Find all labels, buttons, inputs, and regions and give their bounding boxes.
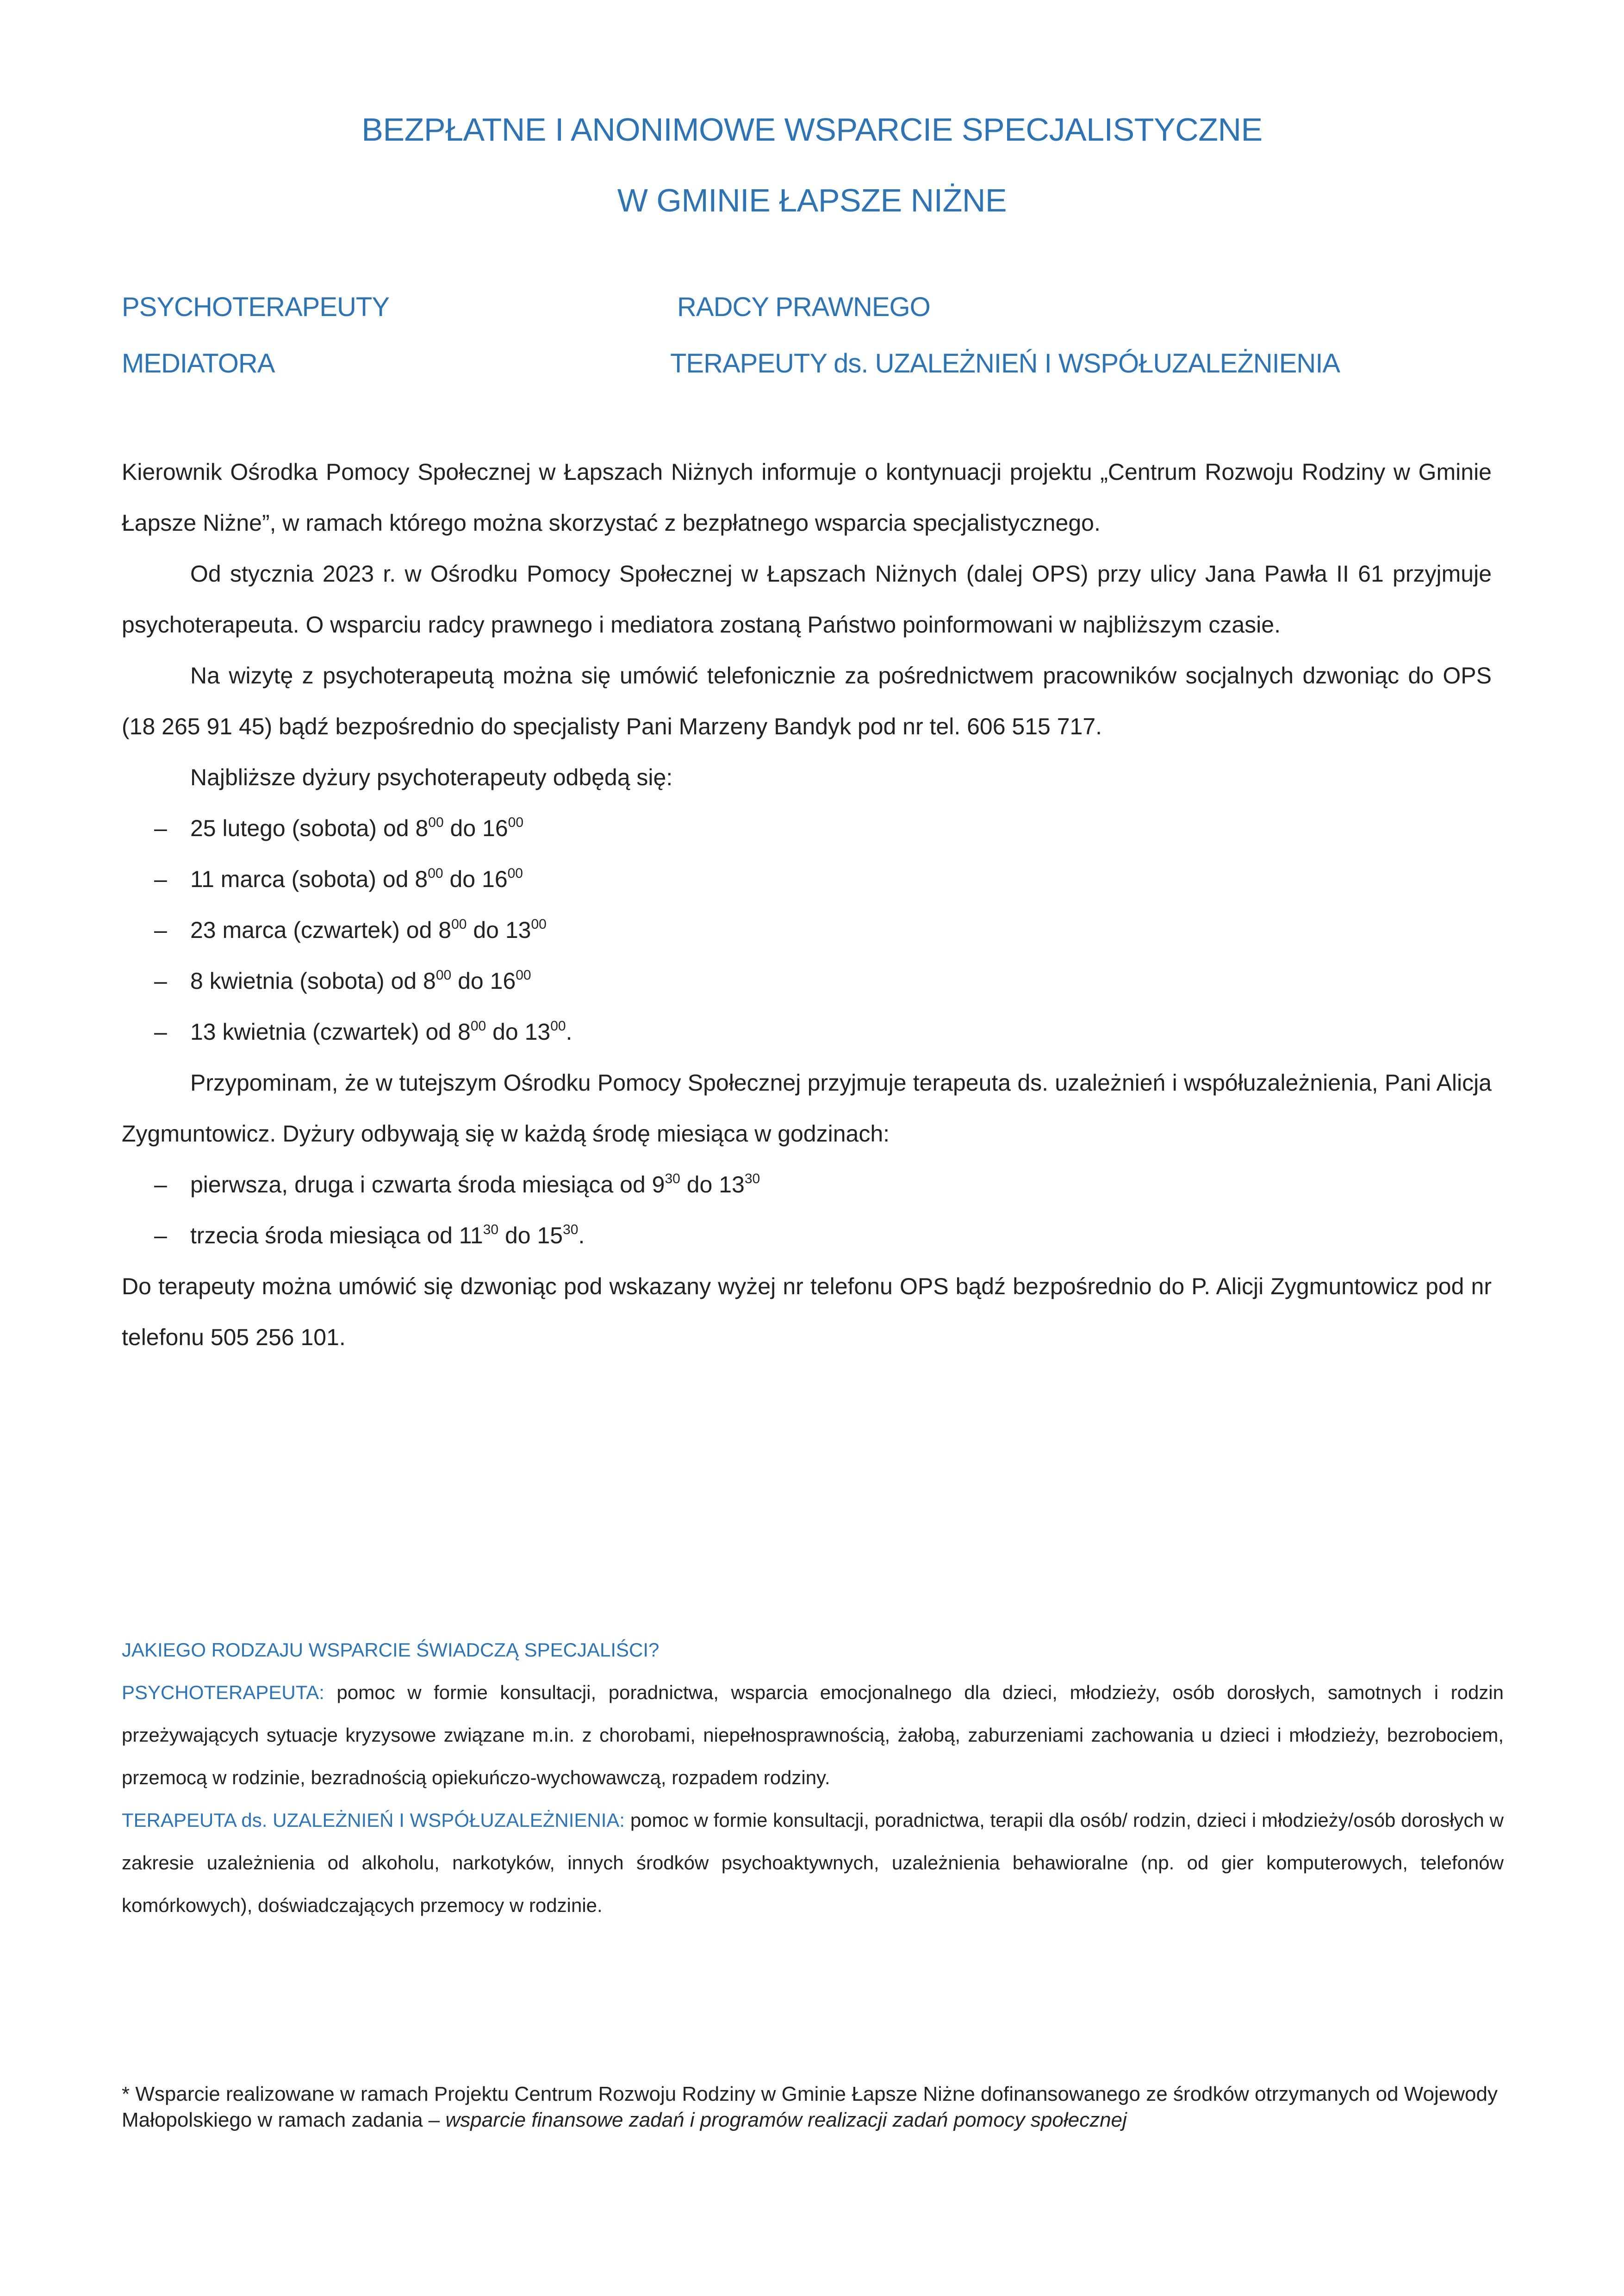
footnote <box>122 2081 1504 2133</box>
location-paragraph: Od stycznia 2023 r. w Ośrodku Pomocy Społecznej w Łapszach Niżnych (dalej OPS) przy ulicy Jana Pawła II 61 przyjmuje psychoterapeuta. O wsparciu radcy prawnego i mediatora zostaną Państwo poinformowani w najbliższym czasie. <box>122 561 1492 638</box>
document-title-line1: BEZPŁATNE I ANONIMOWE WSPARCIE SPECJALISTYCZNE <box>361 112 1263 148</box>
addiction-therapist-paragraph: Przypominam, że w tutejszym Ośrodku Pomocy Społecznej przyjmuje terapeuta ds. uzależnień i współuzależnienia, Pani Alicja Zygmuntowicz. Dyżury odbywają się w każdą środę miesiąca w godzinach: <box>122 1070 1492 1147</box>
schedule-item: – 8 kwietnia (sobota) od $8^{00}$ do $16^{00}$ <box>122 956 1492 1006</box>
specialist-psychotherapist: PSYCHOTERAPEUTY <box>122 292 389 322</box>
appointment-paragraph: Na wizytę z psychoterapeutą można się umówić telefonicznie za pośrednictwem pracowników socjalnych dzwoniąc do OPS (18 265 91 45) bądź bezpośrednio do specjalisty Pani Marzeny Bandyk pod nr tel. 606 515 717. <box>122 663 1492 739</box>
specialist-legal-advisor: RADCY PRAWNEGO <box>677 292 930 322</box>
hours-item: – trzecia środa miesiąca od $11^{30}$ do $15^{30}$. <box>122 1210 1492 1261</box>
intro-paragraph: Kierownik Ośrodka Pomocy Społecznej w Łapszach Niżnych informuje o kontynuacji projektu „Centrum Rozwoju Rodziny w Gminie Łapsze Niżne”, w ramach którego można skorzystać z bezpłatnego wsparcia specjalistycznego. <box>122 459 1492 536</box>
addiction-therapist-text: pomoc w formie konsultacji, poradnictwa, terapii dla osób/ rodzin, dzieci i młodzieży/osób dorosłych w zakresie uzależnienia od alkoholu, narkotyków, innych środków psychoaktywnych, uzależnienia behawioralne (np. od gier komputerowych, telefonów komórkowych), doświadczających przemocy w rodzinie. <box>122 1809 1504 1916</box>
schedule-item: – 25 lutego (sobota) od $8^{00}$ do $16^{00}$ <box>122 803 1492 854</box>
document-title-line2: W GMINIE ŁAPSZE NIŻNE <box>617 182 1007 218</box>
dash-bullet: – <box>154 1172 167 1198</box>
dash-bullet: – <box>154 968 167 994</box>
specialist-addiction-therapist: TERAPEUTY ds. UZALEŻNIEŃ I WSPÓŁUZALEŻNIENIA <box>670 348 1340 379</box>
dash-bullet: – <box>154 1222 167 1248</box>
dash-bullet: – <box>154 917 167 943</box>
addiction-therapist-label: TERAPEUTA ds. UZALEŻNIEŃ I WSPÓŁUZALEŻNIENIA: <box>122 1809 625 1831</box>
hours-list <box>122 1159 1492 1261</box>
footnote-italic: wsparcie finansowe zadań i programów realizacji zadań pomocy społecznej <box>445 2109 1127 2131</box>
announcement-body <box>122 447 1492 1363</box>
specs-heading: JAKIEGO RODZAJU WSPARCIE ŚWIADCZĄ SPECJALIŚCI? <box>122 1639 660 1661</box>
dash-bullet: – <box>154 1019 167 1045</box>
dash-bullet: – <box>154 866 167 892</box>
psychotherapist-label: PSYCHOTERAPEUTA: <box>122 1682 324 1703</box>
specialist-mediator: MEDIATORA <box>122 348 275 379</box>
contact-paragraph: Do terapeuty można umówić się dzwoniąc pod wskazany wyżej nr telefonu OPS bądź bezpośrednio do P. Alicji Zygmuntowicz pod nr telefonu 505 256 101. <box>122 1273 1492 1350</box>
psychotherapist-description <box>122 1671 1504 1799</box>
addiction-therapist-description <box>122 1799 1504 1927</box>
schedule-intro: Najbliższe dyżury psychoterapeuty odbędą się: <box>190 764 673 790</box>
schedule-item: – 23 marca (czwartek) od $8^{00}$ do $13^{00}$ <box>122 905 1492 956</box>
schedule-list <box>122 803 1492 1057</box>
schedule-item: – 11 marca (sobota) od $8^{00}$ do $16^{00}$ <box>122 854 1492 905</box>
schedule-item: – 13 kwietnia (czwartek) od $8^{00}$ do $13^{00}$. <box>122 1006 1492 1057</box>
footnote-text: * Wsparcie realizowane w ramach Projektu Centrum Rozwoju Rodziny w Gminie Łapsze Niżne dofinansowanego ze środków otrzymanych od Wojewody Małopolskiego w ramach zadania – <box>122 2083 1498 2131</box>
psychotherapist-text: pomoc w formie konsultacji, poradnictwa, wsparcia emocjonalnego dla dzieci, młodzieży, osób dorosłych, samotnych i rodzin przeżywających sytuacje kryzysowe związane m.in. z chorobami, niepełnosprawnością, żałobą, zaburzeniami zachowania u dzieci i młodzieży, bezrobociem, przemocą w rodzinie, bezradnością opiekuńczo-wychowawczą, rozpadem rodziny. <box>122 1682 1504 1788</box>
specialists-description <box>122 1629 1504 1927</box>
hours-item: – pierwsza, druga i czwarta środa miesiąca od $9^{30}$ do $13^{30}$ <box>122 1159 1492 1210</box>
dash-bullet: – <box>154 815 167 841</box>
